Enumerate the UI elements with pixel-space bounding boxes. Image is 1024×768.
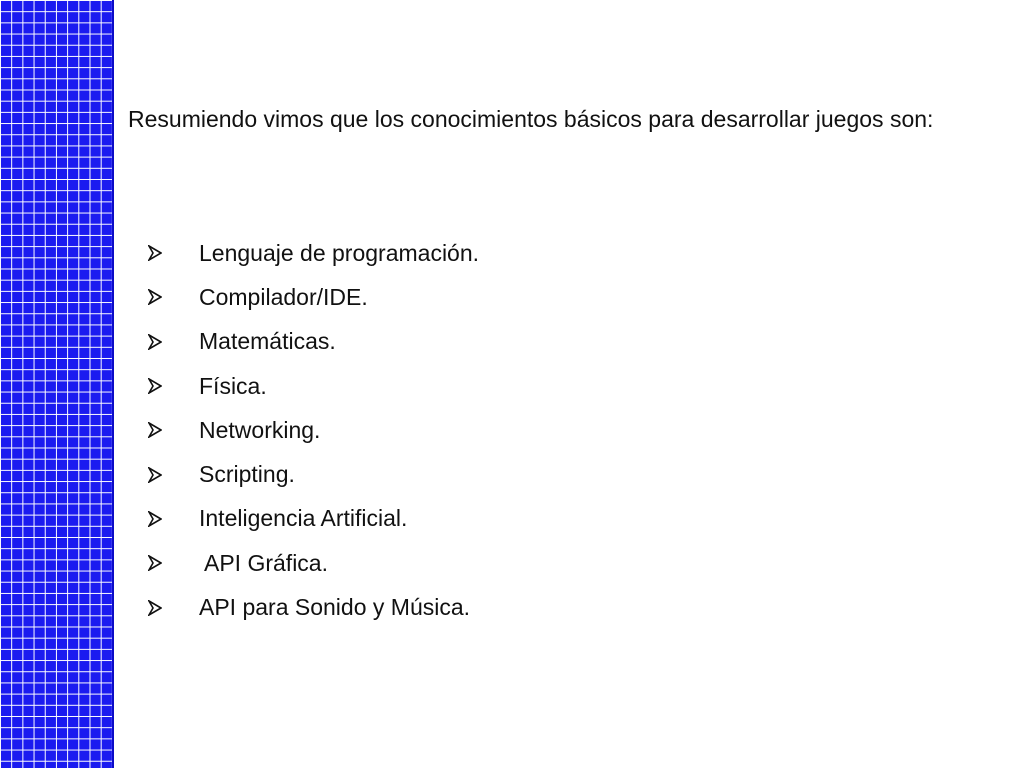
arrowhead-bullet-icon [148,600,199,616]
list-item-label: Lenguaje de programación. [199,239,480,266]
arrowhead-bullet-icon [148,334,199,350]
list-item [148,364,479,408]
list-item [148,320,479,364]
intro-paragraph: Resumiendo vimos que los conocimientos básicos para desarrollar juegos son: [128,106,934,132]
arrowhead-bullet-icon [148,555,199,571]
list-item-label: Inteligencia Artificial. [199,505,408,532]
list-item-label: Matemáticas. [199,328,336,355]
list-item [148,497,479,541]
list-item-label: API Gráfica. [204,549,328,576]
list-item-label: Compilador/IDE. [199,283,368,310]
arrowhead-bullet-icon [148,245,199,261]
list-item [148,275,479,319]
list-item-label: API para Sonido y Música. [199,594,471,621]
list-item [148,452,479,496]
list-item-label: Scripting. [199,461,295,488]
arrowhead-bullet-icon [148,289,199,305]
list-item-label: Física. [199,372,267,399]
slide-content [128,100,988,621]
arrowhead-bullet-icon [148,422,199,438]
list-item [148,585,479,629]
arrowhead-bullet-icon [148,467,199,483]
arrowhead-bullet-icon [148,511,199,527]
bullet-list [148,231,479,630]
arrowhead-bullet-icon [148,378,199,394]
list-item [148,541,479,585]
list-item-label: Networking. [199,416,321,443]
list-item [148,408,479,452]
list-item [148,231,479,275]
blue-grid-decoration [0,0,114,768]
